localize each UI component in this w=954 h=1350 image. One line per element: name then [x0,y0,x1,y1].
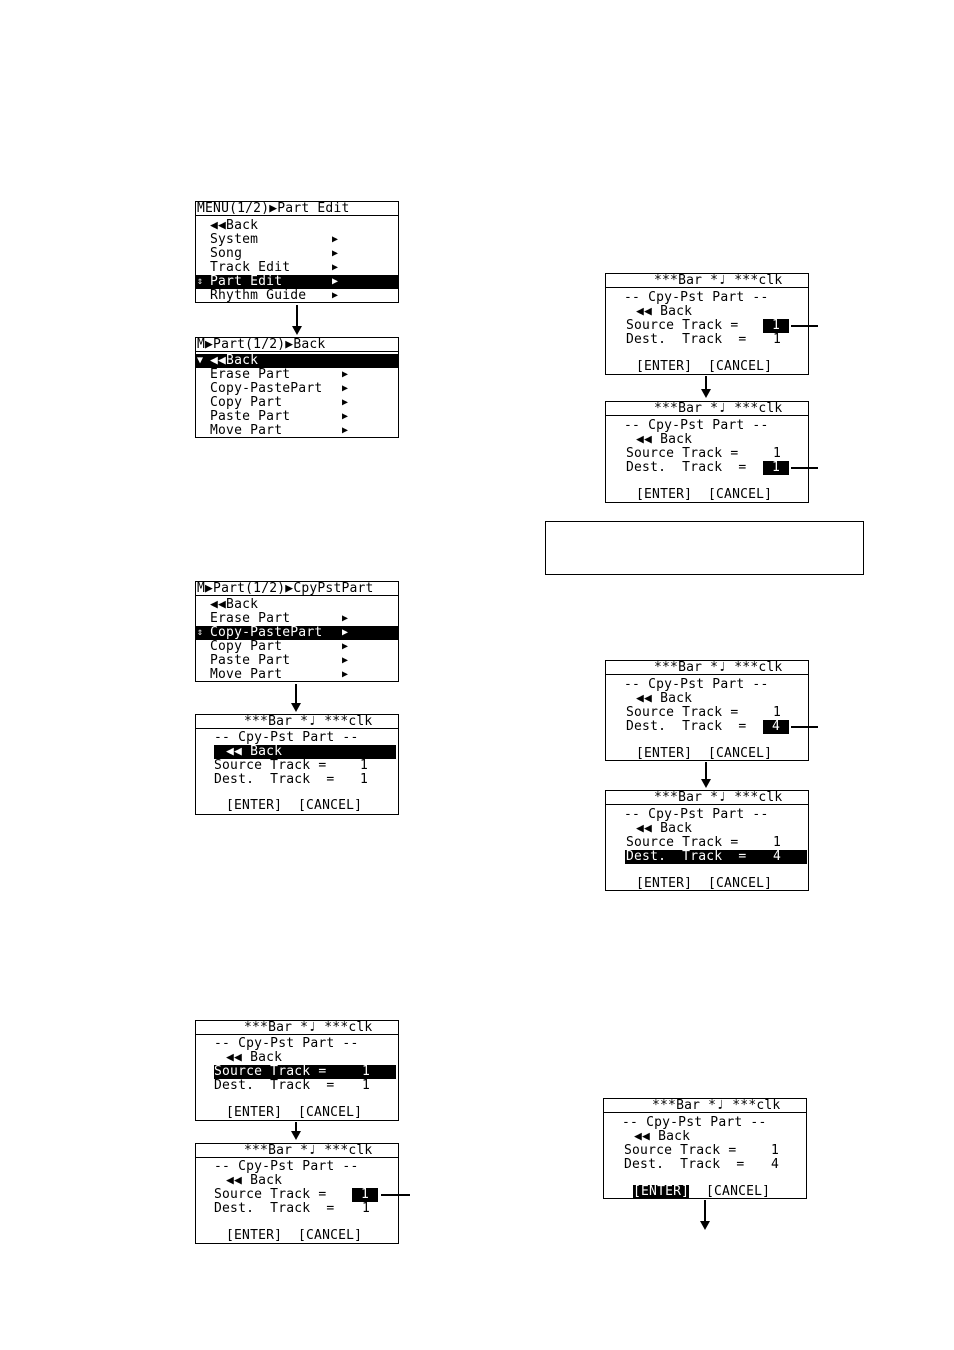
source-value: 1 [773,446,782,461]
back-label: ◀◀ Back [226,1173,283,1188]
menu-header-text: MENU(1/2)▶Part Edit [197,201,350,216]
menu-item-label: Part Edit [210,274,283,289]
menu-item-label: Copy-PastePart [210,381,323,396]
menu-item-label: ◀◀Back [210,218,259,233]
menu-item-track-edit[interactable] [196,261,398,275]
arrow-down-icon [701,389,711,398]
triangle-right-icon: ▶ [342,627,349,638]
cps-title [604,1116,806,1130]
lcd-header [196,1144,398,1158]
callout-line [791,726,818,728]
cps-dest-row[interactable] [196,1202,398,1216]
triangle-right-icon: ▶ [342,613,349,624]
dest-label: Dest. Track = [214,1078,335,1093]
flow-arrow [705,762,707,780]
source-label: Source Track = [626,835,739,850]
cps-title [606,419,808,433]
triangle-right-icon: ▶ [342,383,349,394]
menu-item-label: Copy Part [210,395,283,410]
cps-buttons [196,799,398,813]
triangle-right-icon: ▶ [332,234,339,245]
source-label: Source Track = [624,1143,737,1158]
cps-source-row[interactable] [196,759,398,773]
cps-back-row[interactable] [604,1130,806,1144]
dest-label: Dest. Track = [626,719,747,734]
cps-buttons [196,1229,398,1243]
cps-title-text: -- Cpy-Pst Part -- [214,1159,359,1174]
callout-line [791,467,818,469]
lcd-header [196,715,398,729]
enter-button[interactable]: [ENTER] [636,359,693,374]
cps-title-text: -- Cpy-Pst Part -- [624,290,769,305]
cps-title-text: -- Cpy-Pst Part -- [214,1036,359,1051]
cps-buttons [606,747,808,761]
enter-button[interactable]: [ENTER] [636,487,693,502]
cps-source-row[interactable] [196,1065,398,1079]
callout-line [381,1194,410,1196]
menu-item-label: ◀◀Back [210,353,259,368]
dest-label: Dest. Track = [214,772,335,787]
cps-title-text: -- Cpy-Pst Part -- [624,807,769,822]
lcd-part-menu-back [195,337,399,438]
dest-label: Dest. Track = [626,460,747,475]
source-value[interactable]: 1 [352,1188,378,1202]
cps-source-row[interactable] [606,706,808,720]
source-label: Source Track = [214,758,327,773]
menu-item-erase-part[interactable] [196,612,398,626]
dest-value: 1 [773,332,782,347]
dest-value: 1 [360,772,369,787]
lcd-header [606,661,808,675]
bar-clk-readout: ***Bar *♩ ***clk [244,1020,373,1035]
enter-button[interactable]: [ENTER] [636,876,693,891]
cps-title [196,1160,398,1174]
note-box [545,521,864,575]
menu-item-rhythm-guide[interactable] [196,289,398,303]
updown-icon: ⇕ [197,276,204,287]
flow-arrow [704,1200,706,1222]
menu-item-label: Move Part [210,667,283,682]
menu-item-label: Paste Part [210,653,291,668]
dest-label: Dest. Track = [214,1201,335,1216]
source-label: Source Track = [214,1187,327,1202]
cps-back-row[interactable] [196,1174,398,1188]
back-label: ◀◀ Back [634,1129,691,1144]
part-header-text: M▶Part(1/2)▶CpyPstPart [197,581,374,596]
dest-label: Dest. Track = [626,849,747,864]
arrow-down-icon [700,1221,710,1230]
lcd-header [196,582,398,596]
cps-source-row[interactable] [606,836,808,850]
arrow-down-icon [292,326,302,335]
enter-button[interactable]: [ENTER] [636,746,693,761]
lcd-header [196,338,398,352]
menu-item-label: System [210,232,259,247]
menu-item-paste-part[interactable] [196,410,398,424]
cps-back-row[interactable] [606,822,808,836]
menu-item-copy-part[interactable] [196,640,398,654]
menu-item-label: Move Part [210,423,283,438]
triangle-right-icon: ▶ [342,397,349,408]
cps-buttons [606,488,808,502]
cancel-button[interactable]: [CANCEL] [298,798,363,813]
cps-buttons [604,1185,806,1199]
cps-title-text: -- Cpy-Pst Part -- [214,730,359,745]
cps-title [196,731,398,745]
dest-value: 1 [362,1078,371,1093]
cps-buttons [606,877,808,891]
flow-arrow [295,684,297,704]
menu-item-song[interactable] [196,247,398,261]
triangle-right-icon: ▶ [342,369,349,380]
flow-arrow [296,305,298,327]
lcd-cps-source-edit-right [605,273,809,375]
menu-item-copy-paste-part[interactable] [196,626,398,640]
back-label: ◀◀ Back [636,304,693,319]
cps-dest-row[interactable] [606,850,808,864]
dest-value[interactable]: 4 [763,720,789,734]
cps-title-text: -- Cpy-Pst Part -- [622,1115,767,1130]
source-value: 1 [360,758,369,773]
lcd-cps-dest-edit-1 [605,401,809,503]
lcd-header [606,402,808,416]
enter-button[interactable]: [ENTER] [226,1105,283,1120]
cps-back-row[interactable] [196,745,398,759]
menu-item-move-part[interactable] [196,668,398,682]
bar-clk-readout: ***Bar *♩ ***clk [244,714,373,729]
cps-source-row[interactable] [196,1188,398,1202]
bar-clk-readout: ***Bar *♩ ***clk [244,1143,373,1158]
enter-button[interactable]: [ENTER] [226,1228,283,1243]
source-label: Source Track = [214,1064,327,1079]
cps-dest-row[interactable] [606,461,808,475]
bar-clk-readout: ***Bar *♩ ***clk [654,401,783,416]
bar-clk-readout: ***Bar *♩ ***clk [654,660,783,675]
cps-source-row[interactable] [606,319,808,333]
cancel-button[interactable]: [CANCEL] [706,1184,771,1199]
menu-item-label: Paste Part [210,409,291,424]
dest-value: 4 [773,849,782,864]
cps-back-row[interactable] [196,1051,398,1065]
menu-item-erase-part[interactable] [196,368,398,382]
cps-dest-row[interactable] [604,1158,806,1172]
source-value: 1 [773,835,782,850]
lcd-cps-dest-edit-4 [605,660,809,761]
arrow-down-icon [291,1131,301,1140]
lcd-cps-dest-selected [605,790,809,891]
lcd-header [196,1021,398,1035]
cps-dest-row[interactable] [606,720,808,734]
lcd-header [196,202,398,216]
cps-title [606,678,808,692]
back-label: ◀◀ Back [226,1050,283,1065]
triangle-right-icon: ▶ [332,290,339,301]
source-value: 1 [771,1143,780,1158]
cps-title [196,1037,398,1051]
dest-value: 4 [771,1157,780,1172]
dest-value: 1 [362,1201,371,1216]
cps-dest-row[interactable] [606,333,808,347]
source-label: Source Track = [626,446,739,461]
triangle-right-icon: ▶ [332,248,339,259]
lcd-cps-enter-selected [603,1098,807,1199]
triangle-right-icon: ▶ [342,669,349,680]
cancel-button[interactable]: [CANCEL] [708,876,773,891]
triangle-right-icon: ▶ [332,276,339,287]
cps-source-row[interactable] [606,447,808,461]
cancel-button[interactable]: [CANCEL] [708,359,773,374]
cancel-button[interactable]: [CANCEL] [298,1228,363,1243]
bar-clk-readout: ***Bar *♩ ***clk [652,1098,781,1113]
cps-dest-row[interactable] [196,773,398,787]
cancel-button[interactable]: [CANCEL] [298,1105,363,1120]
source-value: 1 [773,705,782,720]
menu-item-label: Erase Part [210,611,291,626]
triangle-right-icon: ▶ [342,411,349,422]
lcd-header [604,1099,806,1113]
menu-item-paste-part[interactable] [196,654,398,668]
source-value: 1 [362,1064,371,1079]
cps-back-row[interactable] [606,692,808,706]
cancel-button[interactable]: [CANCEL] [708,487,773,502]
menu-item-move-part[interactable] [196,424,398,438]
menu-item-part-edit[interactable] [196,275,398,289]
menu-item-label: Copy Part [210,639,283,654]
menu-item-label: Track Edit [210,260,291,275]
lcd-cps-back [195,714,399,815]
bar-clk-readout: ***Bar *♩ ***clk [654,273,783,288]
down-icon: ▼ [197,355,204,366]
dest-label: Dest. Track = [624,1157,745,1172]
back-label: ◀◀ Back [636,691,693,706]
back-label: ◀◀ Back [636,432,693,447]
cps-source-row[interactable] [604,1144,806,1158]
menu-item-label: Song [210,246,243,261]
callout-line [791,325,818,327]
arrow-down-icon [291,703,301,712]
menu-item-back[interactable] [196,219,398,233]
menu-item-label: Erase Part [210,367,291,382]
menu-item-label: ◀◀Back [210,597,259,612]
lcd-cps-source-selected [195,1020,399,1121]
menu-item-copy-part[interactable] [196,396,398,410]
triangle-right-icon: ▶ [342,425,349,436]
dest-label: Dest. Track = [626,332,747,347]
lcd-header [606,274,808,288]
cps-title-text: -- Cpy-Pst Part -- [624,418,769,433]
bar-clk-readout: ***Bar *♩ ***clk [654,790,783,805]
back-label: ◀◀ Back [226,744,283,759]
enter-button[interactable]: [ENTER] [633,1184,690,1199]
cps-title [606,291,808,305]
source-label: Source Track = [626,318,739,333]
dest-value[interactable]: 1 [763,461,789,475]
cancel-button[interactable]: [CANCEL] [708,746,773,761]
back-label: ◀◀ Back [636,821,693,836]
flow-arrow [705,376,707,390]
enter-button[interactable]: [ENTER] [226,798,283,813]
lcd-cps-source-edit [195,1143,399,1244]
source-label: Source Track = [626,705,739,720]
arrow-down-icon [701,779,711,788]
menu-item-label: Copy-PastePart [210,625,323,640]
part-header-text: M▶Part(1/2)▶Back [197,337,326,352]
menu-item-system[interactable] [196,233,398,247]
menu-item-back[interactable] [196,598,398,612]
lcd-menu-main [195,201,399,303]
menu-item-label: Rhythm Guide [210,288,307,303]
updown-icon: ⇕ [197,627,204,638]
cps-title-text: -- Cpy-Pst Part -- [624,677,769,692]
cps-dest-row[interactable] [196,1079,398,1093]
cps-back-row[interactable] [606,433,808,447]
lcd-header [606,791,808,805]
lcd-part-menu-cpypst [195,581,399,682]
source-value[interactable]: 1 [763,319,789,333]
cps-back-row[interactable] [606,305,808,319]
menu-item-copy-paste-part[interactable] [196,382,398,396]
cps-buttons [606,360,808,374]
menu-item-back[interactable] [196,354,398,368]
triangle-right-icon: ▶ [342,655,349,666]
triangle-right-icon: ▶ [342,641,349,652]
triangle-right-icon: ▶ [332,262,339,273]
cps-buttons [196,1106,398,1120]
cps-title [606,808,808,822]
